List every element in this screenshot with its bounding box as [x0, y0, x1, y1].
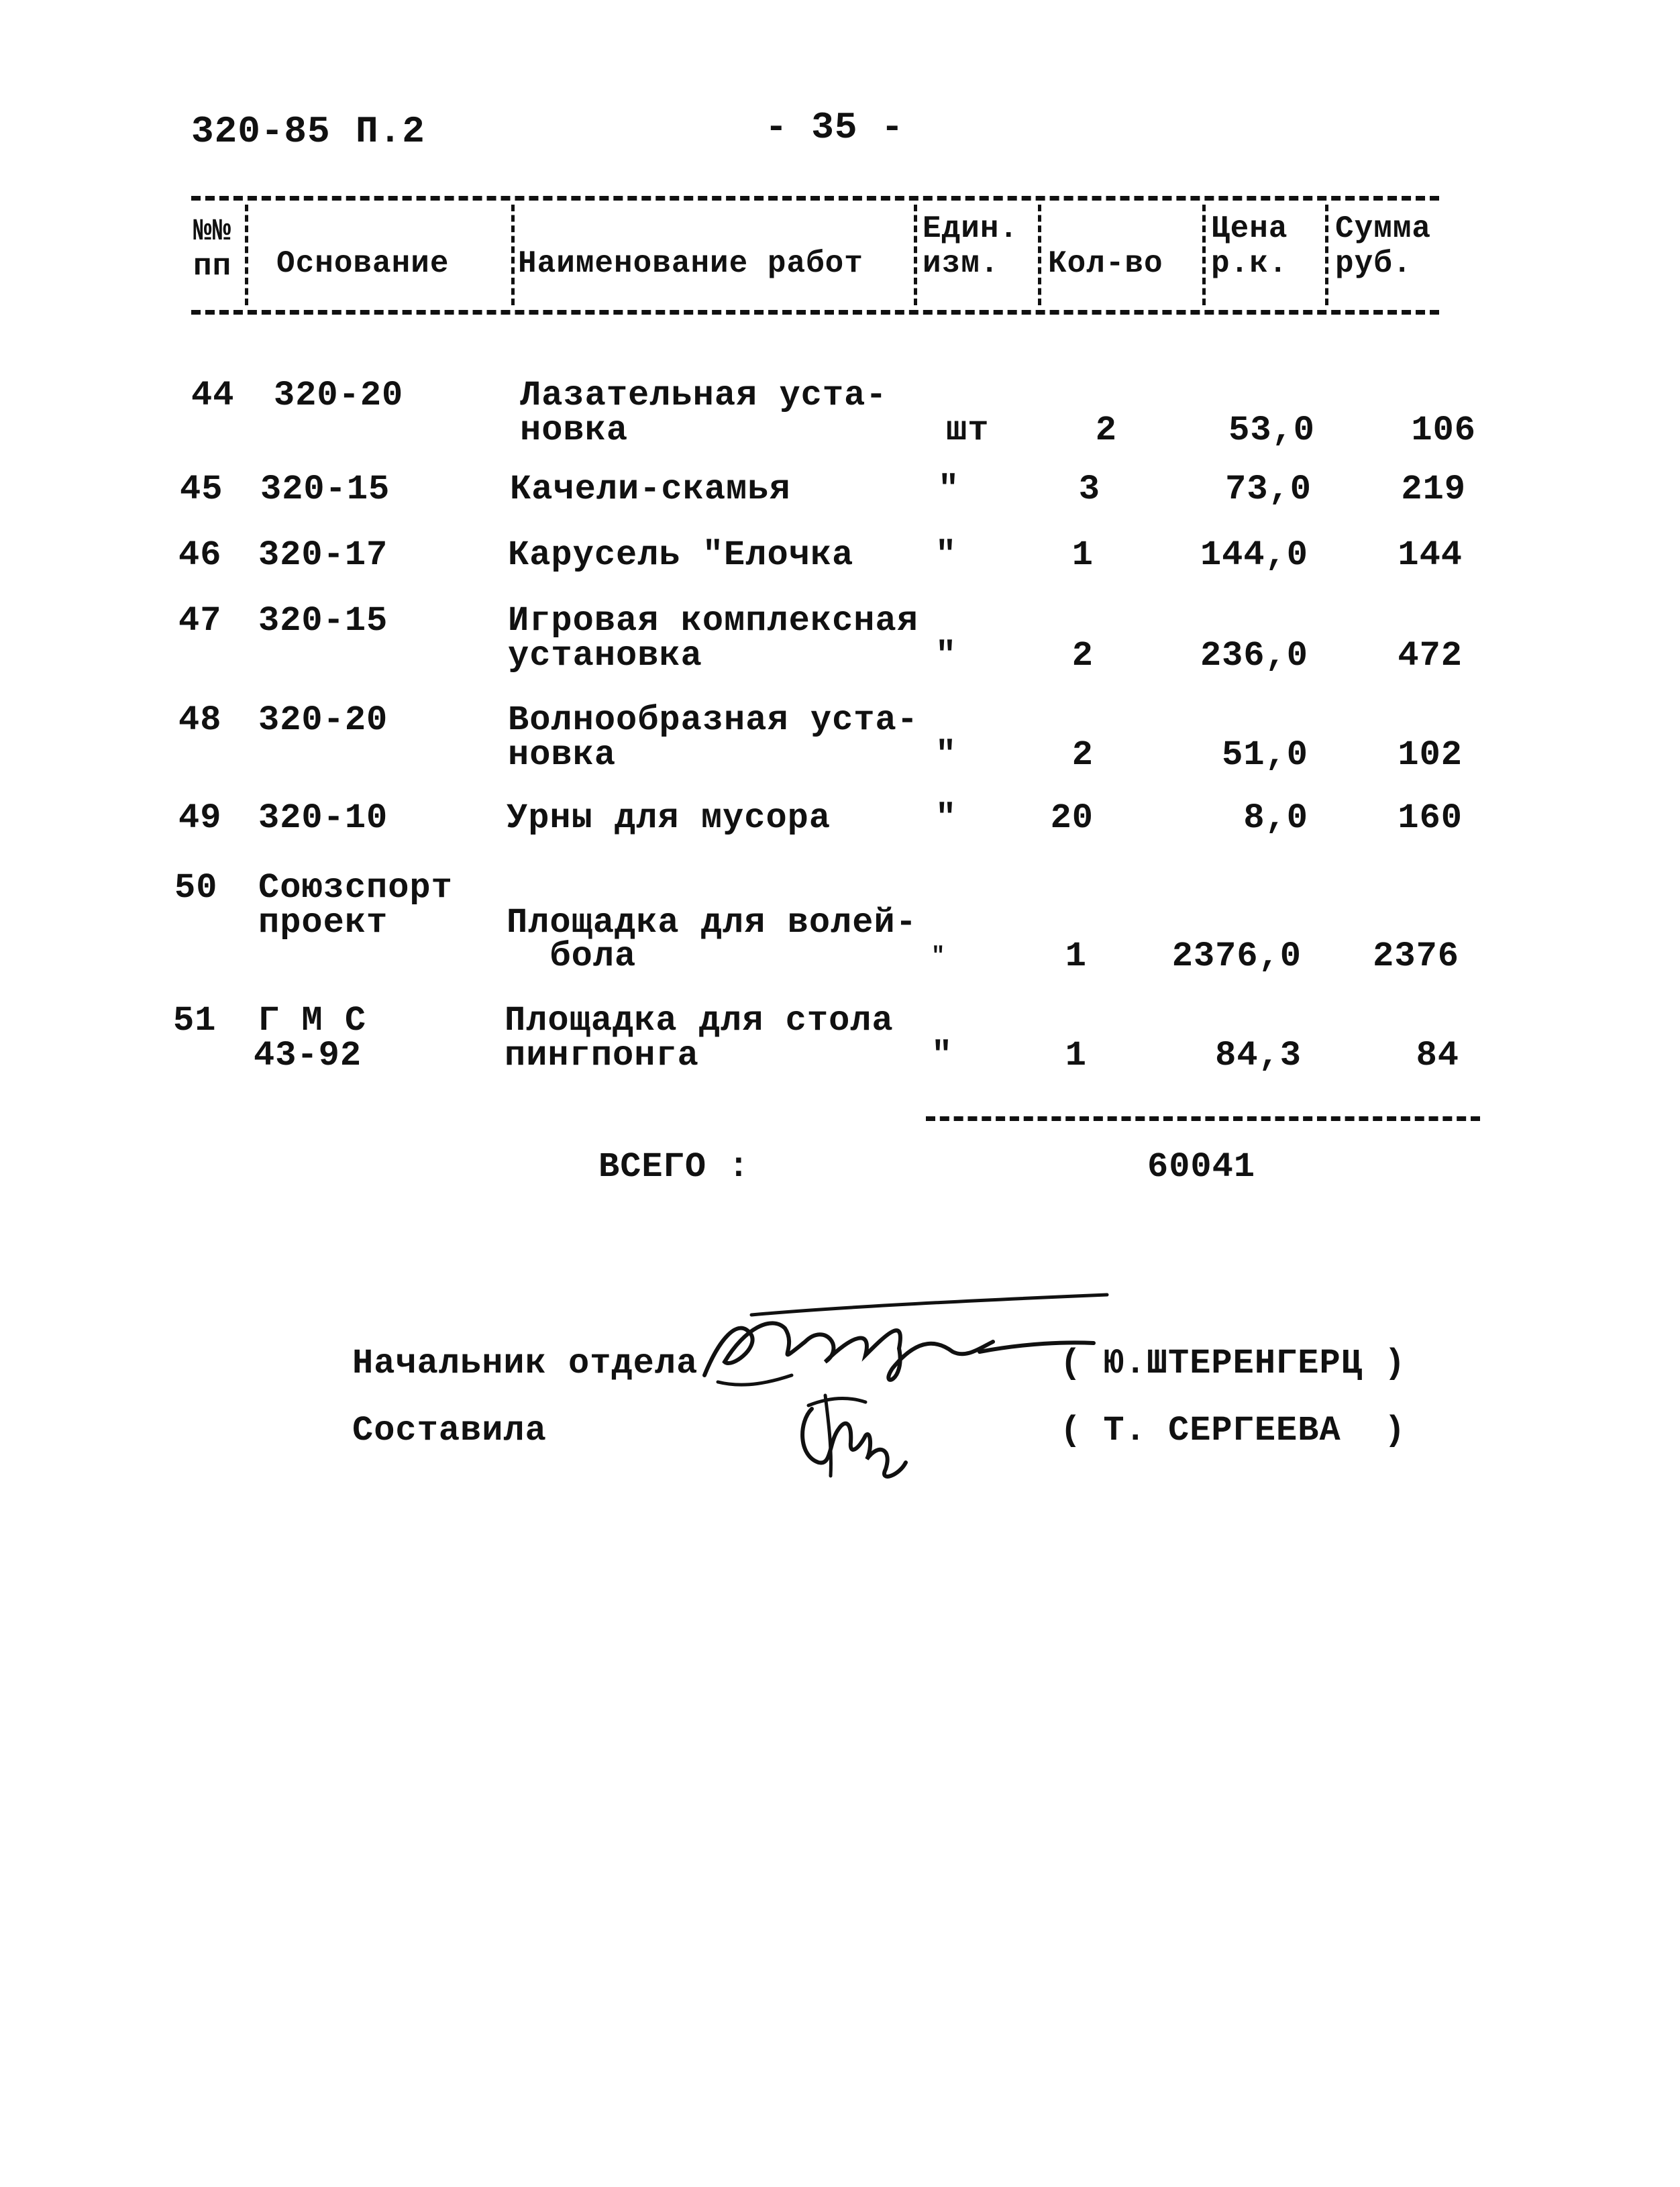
row-quantity: 1	[1065, 1036, 1087, 1075]
row-quantity: 3	[1078, 470, 1100, 509]
row-sum: 144	[1398, 535, 1463, 575]
row-unit: "	[938, 470, 960, 509]
row-quantity: 1	[1071, 535, 1094, 575]
row-sum: 160	[1398, 798, 1463, 838]
row-quantity: 2	[1071, 636, 1094, 676]
row-sum: 2376	[1373, 937, 1459, 976]
row-quantity: 1	[1065, 937, 1087, 976]
row-number: 50	[174, 868, 218, 908]
row-basis: 320-20	[258, 700, 388, 740]
signature-name: ( Т. СЕРГЕЕВА )	[1060, 1411, 1406, 1450]
row-price: 144,0	[1200, 535, 1308, 575]
row-unit: шт	[946, 411, 990, 450]
header-number-1: №№	[193, 214, 232, 249]
row-price: 236,0	[1200, 636, 1308, 676]
row-name: Карусель "Елочка	[508, 535, 854, 575]
row-unit: "	[931, 944, 946, 969]
row-name: Лазательная уста-	[520, 376, 888, 415]
row-basis: проект	[258, 903, 388, 943]
row-name: Качели-скамья	[510, 470, 791, 509]
header-quantity: Кол-во	[1048, 246, 1163, 281]
total-rule	[926, 1116, 1480, 1121]
row-unit: "	[935, 735, 957, 775]
row-sum: 106	[1411, 411, 1476, 450]
row-unit: "	[935, 636, 957, 676]
row-basis: 320-15	[260, 470, 390, 509]
row-price: 84,3	[1215, 1036, 1302, 1075]
header-top-rule	[191, 196, 1439, 201]
signature-name: ( Ю.ШТЕРЕНГЕРЦ )	[1060, 1344, 1406, 1383]
header-col-sep	[1325, 205, 1328, 305]
doc-part: П.2	[356, 110, 425, 153]
header-col-sep	[1202, 205, 1206, 305]
row-basis: 320-10	[258, 798, 388, 838]
row-price: 8,0	[1243, 798, 1308, 838]
header-col-sep	[914, 205, 917, 305]
row-price: 53,0	[1228, 411, 1315, 450]
row-number: 51	[173, 1001, 217, 1041]
row-name: новка	[508, 735, 617, 775]
header-sum-2: руб.	[1335, 246, 1412, 281]
page-number: - 35 -	[765, 106, 904, 149]
header-col-sep	[245, 205, 248, 305]
row-name: Площадка для волей-	[507, 903, 917, 943]
header-price-1: Цена	[1211, 211, 1288, 246]
header-basis: Основание	[276, 246, 450, 281]
row-basis: 320-17	[258, 535, 388, 575]
row-name: Площадка для стола	[505, 1001, 894, 1041]
row-sum: 102	[1398, 735, 1463, 775]
header-bottom-rule	[191, 310, 1439, 315]
row-number: 45	[180, 470, 223, 509]
row-sum: 219	[1401, 470, 1466, 509]
signature-role: Составила	[352, 1411, 547, 1450]
row-price: 51,0	[1222, 735, 1308, 775]
total-label: ВСЕГО :	[598, 1147, 750, 1187]
signature-role: Начальник отдела	[352, 1344, 698, 1383]
row-name: Урны для мусора	[507, 798, 831, 838]
header-col-sep	[1038, 205, 1041, 305]
row-number: 49	[178, 798, 222, 838]
row-basis: Г М С	[258, 1001, 367, 1041]
doc-code: 320-85	[191, 110, 331, 153]
total-value: 60041	[1147, 1147, 1256, 1187]
row-basis: 320-20	[274, 376, 404, 415]
row-name: бола	[507, 937, 637, 976]
row-number: 46	[178, 535, 222, 575]
row-price: 73,0	[1225, 470, 1312, 509]
handwritten-signature	[792, 1382, 912, 1489]
header-unit-1: Един.	[923, 211, 1019, 246]
header-col-sep	[511, 205, 515, 305]
header-price-2: р.к.	[1211, 246, 1288, 281]
row-number: 44	[191, 376, 235, 415]
row-unit: "	[931, 1036, 953, 1075]
header-work-name: Наименование работ	[518, 246, 863, 281]
row-name: Игровая комплексная	[508, 601, 918, 641]
row-quantity: 2	[1071, 735, 1094, 775]
row-number: 47	[178, 601, 222, 641]
row-name: пингпонга	[505, 1036, 699, 1075]
row-sum: 472	[1398, 636, 1463, 676]
row-name: установка	[508, 636, 702, 676]
header-number-2: пп	[193, 249, 232, 284]
row-quantity: 2	[1095, 411, 1117, 450]
row-basis: Союзспорт	[258, 868, 453, 908]
row-name: Волнообразная уста-	[508, 700, 918, 740]
header-unit-2: изм.	[923, 246, 1000, 281]
row-basis: 320-15	[258, 601, 388, 641]
row-unit: "	[935, 798, 957, 838]
row-quantity: 20	[1050, 798, 1094, 838]
row-price: 2376,0	[1171, 937, 1302, 976]
row-number: 48	[178, 700, 222, 740]
row-sum: 84	[1416, 1036, 1459, 1075]
row-basis: 43-92	[254, 1036, 362, 1075]
row-name: новка	[520, 411, 629, 450]
row-unit: "	[935, 535, 957, 575]
header-sum-1: Сумма	[1335, 211, 1432, 246]
